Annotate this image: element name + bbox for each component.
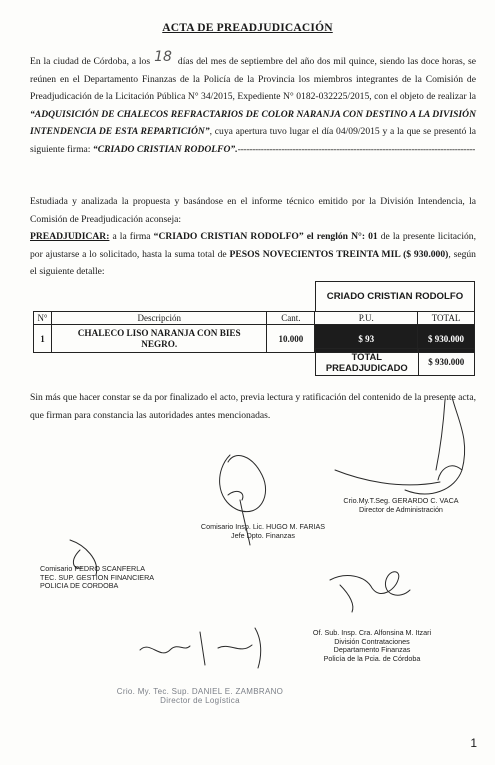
row-quantity: 10.000	[267, 325, 315, 353]
signature-zambrano-stroke-1	[140, 632, 252, 665]
paragraph-closing: Sin más que hacer constar se da por finalizado el acto, previa lectura y ratificación del contenido de la presente acta, que firman para constancia las autoridades antes mencionadas.	[30, 392, 476, 421]
itzari-name: Of. Sub. Insp. Cra. Alfonsina M. Itzari	[312, 628, 432, 637]
row-description: CHALECO LISO NARANJA CON BIES NEGRO.	[51, 325, 266, 353]
award-firm: “CRIADO CRISTIAN RODOLFO” el renglón N°: 01	[153, 231, 378, 242]
row-total: $ 930.000	[418, 325, 475, 353]
row-unit-price: $ 93	[315, 325, 418, 353]
signature-block-vaca	[326, 497, 476, 514]
vaca-title: Director de Administración	[359, 504, 443, 514]
signature-block-farias	[188, 523, 338, 540]
award-text-c: , según el siguiente detalle:	[30, 248, 476, 278]
filler-dashes: ----------------------------------------------------------------------------------	[237, 143, 476, 155]
signature-block-itzari	[312, 629, 432, 663]
scanferla-name: Comisario PEDRO SCANFERLA	[40, 564, 146, 573]
vaca-name: Crio.My.T.Seg. GERARDO C. VACA	[343, 496, 459, 505]
signature-itzari-stroke-2	[340, 585, 353, 612]
signature-farias-stroke-2	[228, 491, 243, 500]
farias-title: Jefe Dpto. Finanzas	[231, 530, 295, 540]
signature-vaca-stroke-3	[335, 470, 440, 485]
signature-block-zambrano	[100, 688, 300, 705]
signature-zambrano-stroke-2	[255, 628, 261, 668]
total-value: $ 930.000	[418, 349, 474, 376]
col-header-description: Descripción	[51, 312, 266, 325]
signature-itzari-stroke-1	[330, 572, 410, 595]
award-label: PREADJUDICAR:	[30, 231, 110, 242]
procurement-object: “ADQUISICIÓN DE CHALECOS REFRACTARIOS DE COLOR NARANJA CON DESTINO A LA DIVISIÓN INTENDENCIA DE ESTA REPARTICIÓN”	[30, 108, 476, 138]
intro-text-b: días del mes de septiembre del año dos mil quince, siendo las doce horas, se reúnen en el Departamento Finanzas de la Policía de la Provincia los miembros integrantes de la Comisión de Preadjudicación de la Licitación Pública N° 34/2015, Expediente N° 0182-032225/2015, con el objeto de realizar la	[30, 56, 476, 103]
col-header-quantity: Cant.	[267, 312, 315, 325]
award-text-b: de la presente licitación, por ajustarse a lo solicitado, hasta la suma total de	[30, 231, 476, 260]
col-header-no: N°	[34, 312, 52, 325]
signature-block-scanferla	[40, 565, 190, 591]
signature-vaca-stroke-2	[436, 400, 445, 470]
page-number: 1	[470, 736, 477, 750]
itzari-institution: Policía de la Pcia. de Córdoba	[323, 653, 421, 663]
intro-text-a: En la ciudad de Córdoba, a los	[30, 56, 151, 67]
col-header-total: TOTAL	[418, 312, 475, 325]
award-amount: PESOS NOVECIENTOS TREINTA MIL ($ 930.000)	[229, 248, 449, 260]
award-text-a: a la firma	[112, 231, 151, 242]
paragraph-analysis: Estudiada y analizada la propuesta y basándose en el informe técnico emitido por la División Intendencia, la Comisión de Preadjudicación aconseja:	[30, 196, 476, 225]
col-header-unit-price: P.U.	[315, 312, 418, 325]
itzari-division: División Contrataciones	[334, 636, 410, 646]
firm-header-cell: CRIADO CRISTIAN RODOLFO	[316, 282, 475, 312]
farias-name: Comisario Insp. Lic. HUGO M. FARIAS	[200, 522, 326, 531]
total-label: TOTAL PREADJUDICADO	[316, 349, 419, 376]
zambrano-name: Crio. My. Tec. Sup. DANIEL E. ZAMBRANO	[116, 687, 284, 696]
scanferla-institution: POLICIA DE CORDOBA	[40, 581, 119, 591]
handwritten-day: 18	[154, 49, 172, 65]
signature-vaca-stroke-1	[405, 397, 465, 494]
intro-text-c: , cuya apertura tuvo lugar el día 04/09/2015 y a la que se presentó la siguiente firma:	[30, 126, 477, 155]
document-title: ACTA DE PREADJUDICACIÓN	[162, 22, 333, 34]
scanferla-title: TEC. SUP. GESTION FINANCIERA	[40, 572, 155, 582]
zambrano-title: Director de Logística	[160, 695, 240, 705]
row-no: 1	[34, 325, 52, 353]
presenting-firm: “CRIADO CRISTIAN RODOLFO”.	[92, 143, 238, 155]
itzari-department: Departamento Finanzas	[333, 645, 411, 655]
